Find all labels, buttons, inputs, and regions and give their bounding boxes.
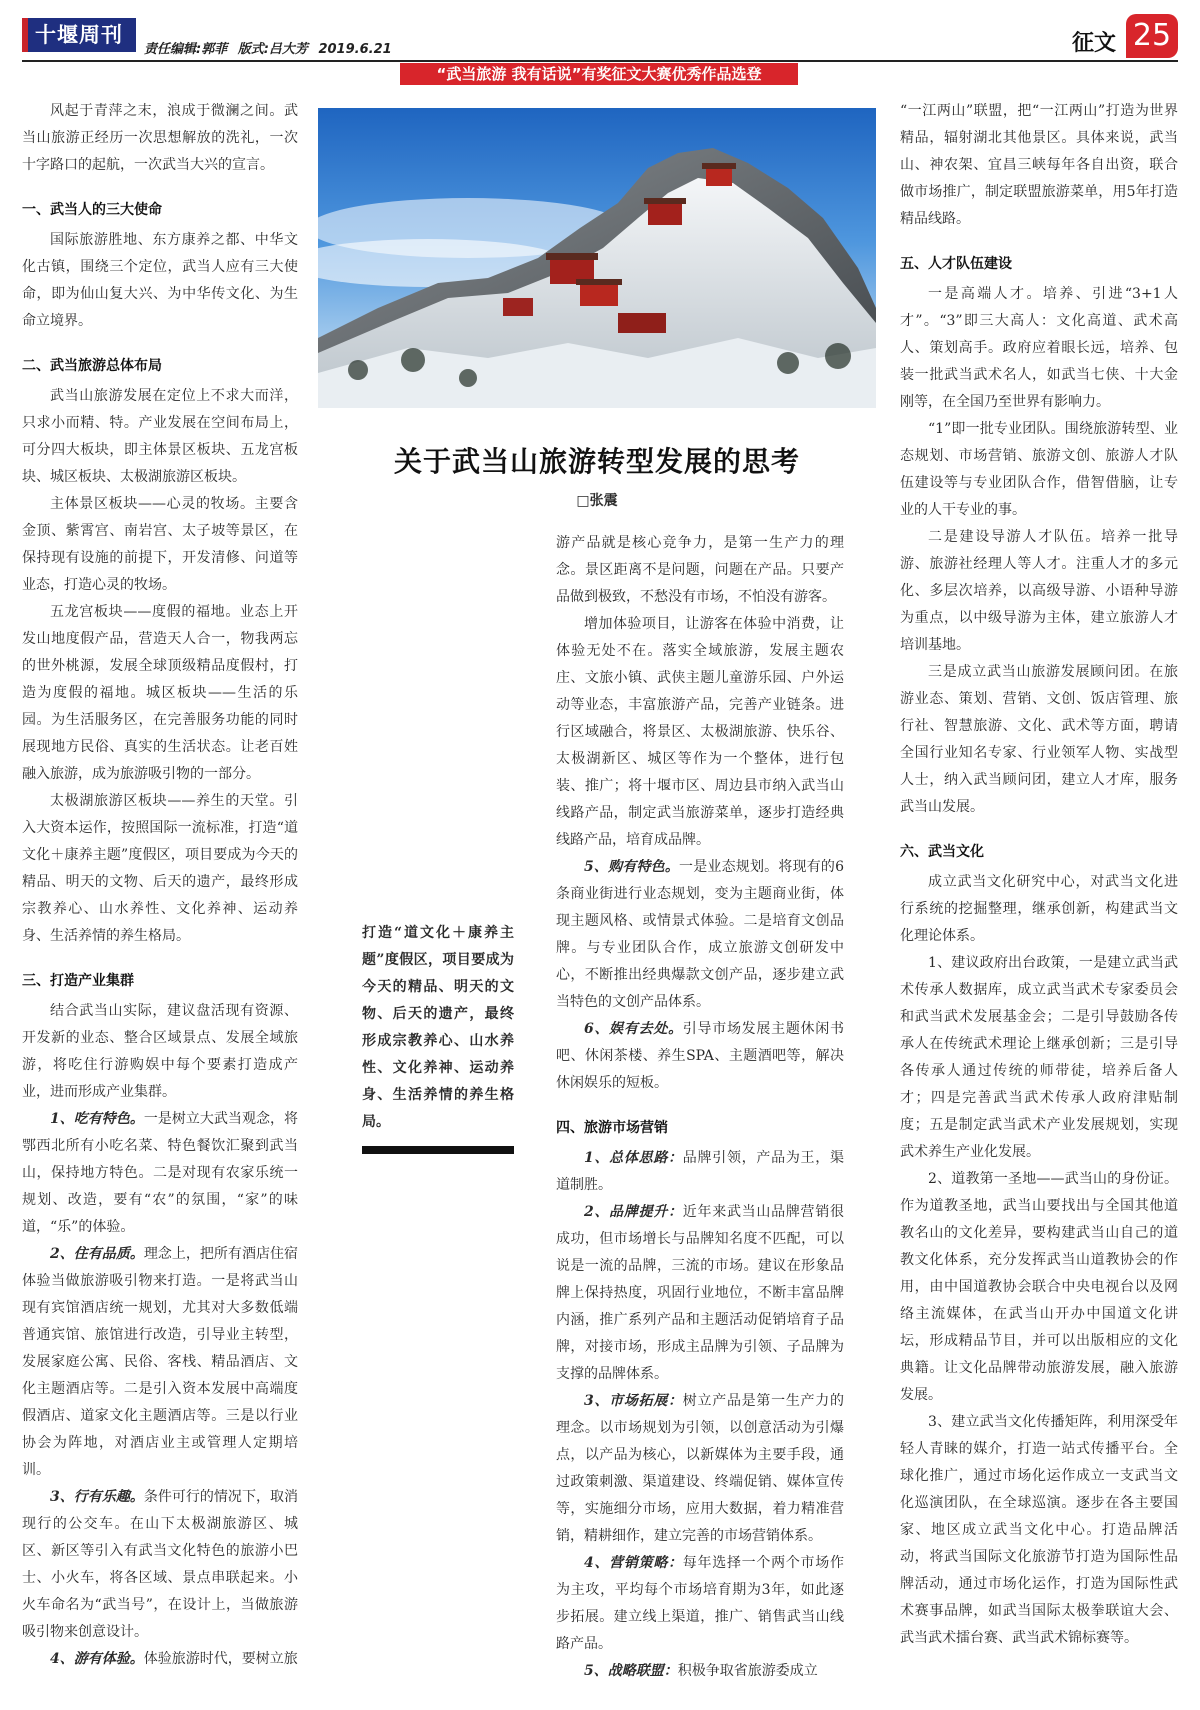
intro-paragraph: 风起于青萍之末，浪成于微澜之间。武当山旅游正经历一次思想解放的洗礼，一次十字路口的起航，一次武当大兴的宣言。 bbox=[22, 103, 298, 173]
text: 积极争取省旅游委成立 bbox=[677, 1663, 818, 1679]
wudang-snow-photo bbox=[318, 108, 876, 408]
paragraph: 三是成立武当山旅游发展顾问团。在旅游业态、策划、营销、文创、饭店管理、旅行社、智慧旅游、文化、武术等方面，聘请全国行业知名专家、行业领军人物、实战型人士，纳入武当顾问团，建立人才库，服务武当山发展。 bbox=[900, 664, 1178, 815]
keyword: 5、购有特色。 bbox=[584, 859, 680, 875]
paragraph: 国际旅游胜地、东方康养之都、中华文化古镇，围绕三个定位，武当人应有三大使命，即为仙山复大兴、为中华传文化、为生命立境界。 bbox=[22, 232, 298, 329]
keyword: 2、品牌提升： bbox=[584, 1204, 683, 1220]
contest-banner: “武当旅游 我有话说”有奖征文大赛优秀作品选登 bbox=[400, 63, 798, 85]
column-1 bbox=[22, 98, 298, 1698]
page-header bbox=[22, 14, 1178, 60]
temple-hall bbox=[503, 298, 533, 316]
temple-hall bbox=[580, 284, 618, 306]
layout-name: 版式:吕大芳 bbox=[237, 42, 308, 57]
mountain-illustration bbox=[318, 108, 876, 408]
issue-date: 2019.6.21 bbox=[318, 42, 392, 57]
temple-hall bbox=[618, 313, 666, 333]
paragraph: 成立武当文化研究中心，对武当文化进行系统的挖掘整理，继承创新，构建武当文化理论体系。 bbox=[900, 874, 1178, 944]
temple-roof bbox=[576, 279, 622, 285]
pull-quote-bar bbox=[362, 1146, 514, 1154]
heading-industry: 三、打造产业集群 bbox=[22, 973, 134, 989]
tree bbox=[348, 360, 368, 380]
column-3 bbox=[556, 530, 844, 1700]
paragraph bbox=[556, 1550, 844, 1658]
keyword: 6、娱有去处。 bbox=[584, 1021, 683, 1037]
paragraph: “一江两山”联盟，把“一江两山”打造为世界精品，辐射湖北其他景区。具体来说，武当山、神农架、宜昌三峡每年各自出资，联合做市场推广，制定联盟旅游菜单，用5年打造精品线路。 bbox=[900, 103, 1178, 227]
column-4 bbox=[900, 98, 1178, 1698]
paragraph: 增加体验项目，让游客在体验中消费，让体验无处不在。落实全域旅游，发展主题农庄、文旅小镇、武侠主题儿童游乐园、户外运动等业态，丰富旅游产品，完善产业链条。进行区域融合，将景区、太极湖旅游、快乐谷、太极湖新区、城区等作为一个整体，进行包装、推广；将十堰市区、周边县市纳入武当山线路产品，制定武当旅游菜单，逐步打造经典线路产品，培育成品牌。 bbox=[556, 616, 844, 848]
paragraph bbox=[556, 1658, 844, 1685]
heading-layout: 二、武当旅游总体布局 bbox=[22, 358, 162, 374]
paragraph: 3、建立武当文化传播矩阵，利用深受年轻人青睐的媒介，打造一站式传播平台。全球化推广，通过市场化运作成立一支武当文化巡演团队，在全球巡演。逐步在各主要国家、地区成立武当文化中心。打造品牌活动，将武当国际文化旅游节打造为国际性品牌活动，通过市场化运作，打造为国际性武术赛事品牌，如武当国际太极拳联谊大会、武当武术擂台赛、武当武术锦标赛等。 bbox=[900, 1414, 1178, 1646]
page-number: 25 bbox=[1126, 14, 1178, 58]
keyword: 1、吃有特色。 bbox=[50, 1111, 144, 1127]
paragraph: 一是高端人才。培养、引进“3+1人才”。“3”即三大高人：文化高道、武术高人、策划高手。政府应着眼长远，培养、包装一批武当武术名人，如武当七侠、十大金刚等，在全国乃至世界有影响力。 bbox=[900, 286, 1178, 410]
text: 树立产品是第一生产力的理念。以市场规划为引领，以创意活动为引爆点，以产品为核心，以新媒体为主要手段，通过政策刺激、渠道建设、终端促销、媒体宣传等，实施细分市场，应用大数据，着力精准营销，精耕细作，建立完善的市场营销体系。 bbox=[556, 1393, 844, 1544]
text: 每年选择一个两个市场作为主攻，平均每个市场培育期为3年，如此逐步拓展。建立线上渠道，推广、销售武当山线路产品。 bbox=[556, 1555, 844, 1652]
text: 条件可行的情况下，取消现行的公交车。在山下太极湖旅游区、城区、新区等引入有武当文化特色的旅游小巴士、小火车，将各区域、景点串联起来。小火车命名为“武当号”，在设计上，当做旅游吸引物来创意设计。 bbox=[22, 1489, 298, 1640]
text: 理念上，把所有酒店住宿体验当做旅游吸引物来打造。一是将武当山现有宾馆酒店统一规划，尤其对大多数低端普通宾馆、旅馆进行改造，引导业主转型，发展家庭公寓、民俗、客栈、精品酒店、文化主题酒店等。二是引入资本发展中高端度假酒店、道家文化主题酒店等。三是以行业协会为阵地，对酒店业主或管理人定期培训。 bbox=[22, 1246, 298, 1478]
paragraph: 五龙宫板块——度假的福地。业态上开发山地度假产品，营造天人合一，物我两忘的世外桃源，发展全球顶级精品度假村，打造为度假的福地。城区板块——生活的乐园。为生活服务区，在完善服务功能的同时展现地方民俗、真实的生活状态。让老百姓融入旅游，成为旅游吸引物的一部分。 bbox=[22, 604, 298, 782]
paragraph: 游产品就是核心竞争力，是第一生产力的理念。景区距离不是问题，问题在产品。只要产品做到极致，不愁没有市场，不怕没有游客。 bbox=[556, 535, 844, 605]
golden-summit-hall bbox=[706, 168, 732, 186]
text: 一是树立大武当观念，将鄂西北所有小吃名菜、特色餐饮汇聚到武当山，保持地方特色。二是对现有农家乐统一规划、改造，要有“农”的氛围，“家”的味道，“乐”的体验。 bbox=[22, 1111, 298, 1235]
temple-roof bbox=[546, 253, 598, 260]
paragraph: 结合武当山实际，建议盘活现有资源、开发新的业态、整合区域景点、发展全域旅游，将吃住行游购娱中每个要素打造成产业，进而形成产业集群。 bbox=[22, 1003, 298, 1100]
tree bbox=[401, 348, 425, 372]
paragraph bbox=[22, 1106, 298, 1241]
text: 一是业态规划。将现有的6条商业街进行业态规划，变为主题商业街，体现主题风格、或情景式体验。二是培育文创品牌。与专业团队合作，成立旅游文创研发中心，不断推出经典爆款文创产品，逐步建立武当特色的文创产品体系。 bbox=[556, 859, 844, 1010]
paragraph bbox=[22, 1484, 298, 1646]
paragraph bbox=[556, 1145, 844, 1199]
masthead: 十堰周刊 bbox=[22, 18, 136, 52]
paragraph bbox=[556, 1016, 844, 1097]
paragraph: 武当山旅游发展在定位上不求大而洋，只求小而精、特。产业发展在空间布局上，可分四大板块，即主体景区板块、五龙宫板块、城区板块、太极湖旅游区板块。 bbox=[22, 388, 298, 485]
tree bbox=[459, 369, 477, 387]
tree bbox=[825, 343, 851, 369]
tree bbox=[777, 352, 799, 374]
editor-credits bbox=[144, 38, 398, 57]
text: 体验旅游时代，要树立旅 bbox=[143, 1651, 298, 1667]
section-label: 征文 bbox=[1071, 31, 1116, 56]
keyword: 2、住有品质。 bbox=[50, 1246, 144, 1262]
paragraph: 1、建议政府出台政策，一是建立武当武术传承人数据库，成立武当武术专家委员会和武当武术发展基金会；二是引导鼓励各传承人在传统武术理论上继承创新；三是引导各传承人通过传统的师带徒，培养后备人才；四是完善武当武术传承人政府津贴制度；五是制定武当武术产业发展规划，实现武术养生产业化发展。 bbox=[900, 955, 1178, 1160]
paragraph bbox=[22, 1241, 298, 1484]
keyword: 5、战略联盟： bbox=[584, 1663, 678, 1679]
paragraph: 二是建设导游人才队伍。培养一批导游、旅游社经理人等人才。注重人才的多元化、多层次培养，以高级导游、小语种导游为重点，以中级导游为主体，建立旅游人才培训基地。 bbox=[900, 529, 1178, 653]
text: 近年来武当山品牌营销很成功，但市场增长与品牌知名度不匹配，可以说是一流的品牌，三流的市场。建议在形象品牌上保持热度，巩固行业地位，不断丰富品牌内涵，推广系列产品和主题活动促销培育子品牌，对接市场，形成主品牌为引领、子品牌为支撑的品牌体系。 bbox=[556, 1204, 844, 1382]
temple-hall bbox=[648, 203, 682, 225]
heading-culture: 六、武当文化 bbox=[900, 844, 984, 860]
editor-name: 责任编辑:郭菲 bbox=[144, 42, 228, 57]
header-rule bbox=[22, 60, 1178, 62]
heading-marketing: 四、旅游市场营销 bbox=[556, 1120, 668, 1136]
paragraph: 2、道教第一圣地——武当山的身份证。作为道教圣地，武当山要找出与全国其他道教名山的文化差异，要构建武当山自己的道教文化体系，充分发挥武当山道教协会的作用，由中国道教协会联合中央电视台以及网络主流媒体，在武当山开办中国道文化讲坛，形成精品节目，并可以出版相应的文化典籍。让文化品牌带动旅游发展，融入旅游发展。 bbox=[900, 1171, 1178, 1403]
paragraph bbox=[556, 854, 844, 1016]
article-title: 关于武当山旅游转型发展的思考 bbox=[393, 445, 800, 478]
temple-roof bbox=[702, 163, 736, 169]
keyword: 3、市场拓展： bbox=[584, 1393, 683, 1409]
keyword: 4、营销策略： bbox=[584, 1555, 683, 1571]
paragraph: 太极湖旅游区板块——养生的天堂。引入大资本运作，按照国际一流标准，打造“道文化＋康养主题”度假区，项目要成为今天的精品、明天的文物、后天的遗产，最终形成宗教养心、山水养性、文化养神、运动养身、生活养情的养生格局。 bbox=[22, 793, 298, 944]
heading-missions: 一、武当人的三大使命 bbox=[22, 202, 162, 218]
keyword: 3、行有乐趣。 bbox=[50, 1489, 144, 1505]
article-author: □张震 bbox=[576, 493, 618, 509]
text: 品牌引领，产品为王，渠道制胜。 bbox=[556, 1150, 844, 1193]
paragraph bbox=[556, 1388, 844, 1550]
temple-roof bbox=[644, 198, 686, 204]
paragraph: “1”即一批专业团队。围绕旅游转型、业态规划、市场营销、旅游文创、旅游人才队伍建设等与专业团队合作，借智借脑，让专业的人干专业的事。 bbox=[900, 421, 1178, 518]
pull-quote: 打造“道文化＋康养主题”度假区，项目要成为今天的精品、明天的文物、后天的遗产，最终形成宗教养心、山水养性、文化养神、运动养身、生活养情的养生格局。 bbox=[362, 925, 514, 1130]
paragraph bbox=[556, 1199, 844, 1388]
heading-talent: 五、人才队伍建设 bbox=[900, 256, 1012, 272]
keyword: 4、游有体验。 bbox=[50, 1651, 144, 1667]
text: 引导市场发展主题休闲书吧、休闲茶楼、养生SPA、主题酒吧等，解决休闲娱乐的短板。 bbox=[556, 1021, 844, 1091]
paragraph bbox=[22, 1646, 298, 1673]
keyword: 1、总体思路： bbox=[584, 1150, 683, 1166]
paragraph: 主体景区板块——心灵的牧场。主要含金顶、紫霄宫、南岩宫、太子坡等景区，在保持现有设施的前提下，开发清修、问道等业态，打造心灵的牧场。 bbox=[22, 496, 298, 593]
